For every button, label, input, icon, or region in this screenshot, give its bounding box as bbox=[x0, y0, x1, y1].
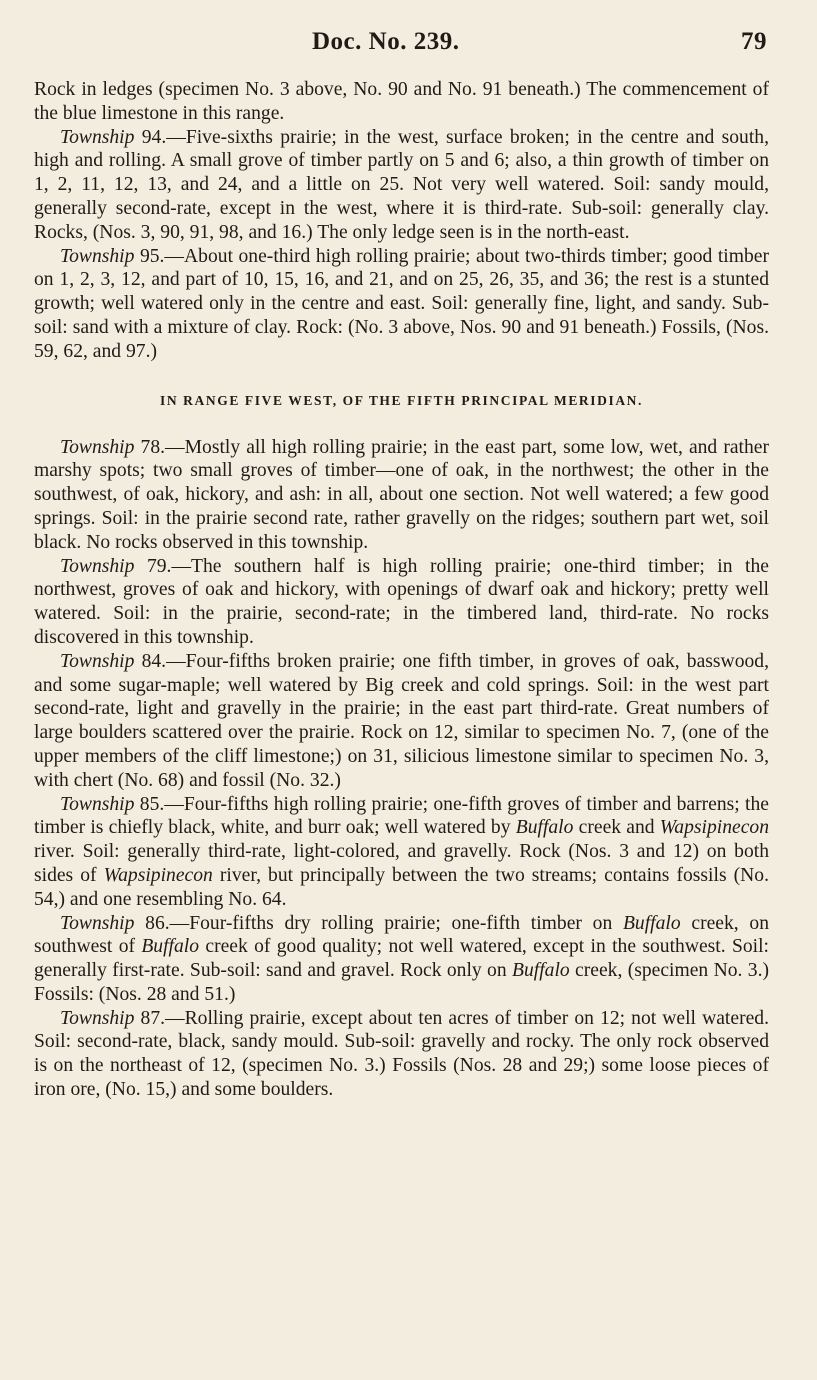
paragraph-text: creek of good quality; not well watered, except in the southwest. Soil: generally first-rate. Sub-soil: sand and gravel. Rock only on bbox=[34, 936, 769, 982]
paragraph-township-84 bbox=[34, 650, 769, 793]
paragraph-township-94 bbox=[34, 126, 769, 245]
paragraph-township-95 bbox=[34, 245, 769, 364]
township-label: Township bbox=[60, 126, 135, 148]
township-label: Township bbox=[60, 1007, 135, 1029]
paragraph-township-86 bbox=[34, 912, 769, 1007]
township-label: Township bbox=[60, 245, 135, 267]
paragraph-text: 95.—About one-third high rolling prairie; about two-thirds timber; good timber on 1, 2, 3, 12, and part of 10, 15, 16, and 21, and on 25, 26, 35, and 36; the rest is a stunted growth; well watered only in the centre and east. Soil: generally fine, light, and sandy. Sub-soil: sand with a mixture of clay. Rock: (No. 3 above, Nos. 90 and 91 beneath.) Fossils, (Nos. 59, 62, and 97.) bbox=[34, 245, 769, 362]
township-label: Township bbox=[60, 793, 135, 815]
running-head bbox=[34, 28, 769, 62]
township-label: Township bbox=[60, 555, 135, 577]
document-number: Doc. No. 239. bbox=[312, 28, 460, 55]
paragraph-text: creek and bbox=[573, 817, 660, 839]
paragraph-text: creek, (specimen No. 3.) Fossils: (Nos. 28 and 51.) bbox=[34, 960, 769, 1005]
paragraph-township-79 bbox=[34, 555, 769, 650]
paragraph-text: creek, on southwest of bbox=[34, 912, 770, 958]
place-name: Buffalo bbox=[512, 960, 570, 982]
place-name: Buffalo bbox=[141, 936, 200, 958]
paragraph-text: 78.—Mostly all high rolling prairie; in the east part, some low, wet, and rather marshy spots; two small groves of timber—one of oak, in the northwest; the other in the southwest, of oak, hickory, and ash: in all, about one section. Not well watered; a few good springs. Soil: in the prairie second rate, rather gravelly on the ridges; southern part wet, soil black. No rocks observed in this township. bbox=[34, 436, 769, 553]
place-name: Wapsipinecon bbox=[659, 817, 769, 839]
township-label: Township bbox=[60, 436, 135, 458]
book-page bbox=[34, 28, 769, 1102]
place-name: Buffalo bbox=[622, 912, 681, 934]
place-name: Buffalo bbox=[515, 817, 574, 839]
township-label: Township bbox=[60, 650, 135, 672]
paragraph-text: 79.—The southern half is high rolling prairie; one-third timber; in the northwest, groves of oak and hickory, with openings of dwarf oak and hickory; pretty well watered. Soil: in the prairie, second-rate; in the timbered land, third-rate. No rocks discovered in this township. bbox=[34, 555, 769, 648]
section-heading: IN RANGE FIVE WEST, OF THE FIFTH PRINCIPAL MERIDIAN. bbox=[160, 392, 643, 408]
paragraph-text: 94.—Five-sixths prairie; in the west, surface broken; in the centre and south, high and rolling. A small grove of timber partly on 5 and 6; also, a thin growth of timber on 1, 2, 11, 12, 13, and 24, and a little on 25. Not very well watered. Soil: sandy mould, generally second-rate, except in the west, where it is third-rate. Sub-soil: generally clay. Rocks, (Nos. 3, 90, 91, 98, and 16.) The only ledge seen is in the north-east. bbox=[34, 126, 769, 243]
paragraph-text: river. Soil: generally third-rate, light-colored, and gravelly. Rock (Nos. 3 and 12) on both sides of bbox=[34, 841, 769, 886]
page-number: 79 bbox=[741, 28, 767, 55]
paragraph-text: 86.—Four-fifths dry rolling prairie; one-fifth timber on bbox=[134, 912, 623, 934]
township-label: Township bbox=[60, 912, 135, 934]
paragraph-rock-ledges bbox=[34, 78, 769, 126]
place-name: Wapsipinecon bbox=[103, 864, 213, 886]
paragraph-township-85 bbox=[34, 793, 769, 912]
paragraph-text: 87.—Rolling prairie, except about ten acres of timber on 12; not well watered. Soil: second-rate, black, sandy mould. Sub-soil: gravelly and rocky. The only rock observed is on the northeast of 12, (specimen No. 3.) Fossils (Nos. 28 and 29;) some loose pieces of iron ore, (No. 15,) and some boulders. bbox=[34, 1007, 769, 1101]
paragraph-text: 84.—Four-fifths broken prairie; one fifth timber, in groves of oak, basswood, and some sugar-maple; well watered by Big creek and cold springs. Soil: in the west part second-rate, light and gravelly in the prairie; in the east part third-rate. Great numbers of large boulders scattered over the prairie. Rock on 12, similar to specimen No. 7, (one of the upper members of the cliff limestone;) on 31, silicious limestone similar to specimen No. 3, with chert (No. 68) and fossil (No. 32.) bbox=[34, 650, 769, 791]
paragraph-text: Rock in ledges (specimen No. 3 above, No. 90 and No. 91 beneath.) The commencement of the blue limestone in this range. bbox=[34, 79, 769, 124]
paragraph-text: river, but principally between the two streams; contains fossils (No. 54,) and one resembling No. 64. bbox=[34, 864, 769, 910]
paragraph-township-87 bbox=[34, 1007, 769, 1102]
paragraph-text: 85.—Four-fifths high rolling prairie; one-fifth groves of timber and barrens; the timber is chiefly black, white, and burr oak; well watered by bbox=[34, 793, 769, 839]
paragraph-township-78 bbox=[34, 436, 769, 555]
body-text bbox=[34, 78, 769, 1102]
